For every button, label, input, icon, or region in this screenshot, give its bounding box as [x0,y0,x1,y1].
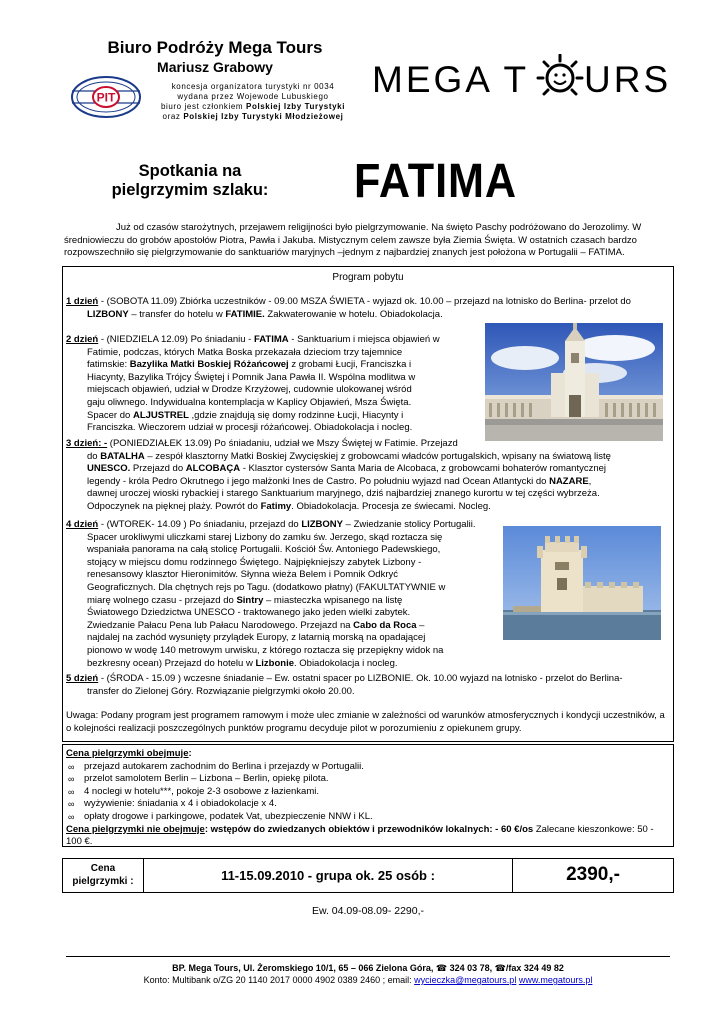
svg-text:PIT: PIT [96,90,116,105]
svg-text:URS: URS [584,59,672,100]
license-issuer: wydana przez Wojewode Lubuskiego [177,92,329,101]
list-item: ∞ przejazd autokarem zachodnim do Berlina i przejazdy w Portugalii. [68,760,364,772]
company-name: Biuro Podróży Mega Tours [107,38,323,57]
price-info: Cena pielgrzymki obejmuje: ∞ przejazd autokarem zachodnim do Berlina i przejazdy w Portugalii. ∞ przelot samolotem Berlin – Lizbona – Berlin, opiekę pilota. ∞ 4 noclegi w hotelu***, pokoje 2-3 osobowe z łazienkami. ∞ wyżywienie: śniadania x 4 i obiadokolacje x 4. ∞ opłaty drogowe i parkingowe, podatek Vat, ubezpieczenie NNW i KL. Cena pielgrzymki nie obejmuje: wstępów do zwiedzanych obiektów i przewodników lokalnych: - 60 €/os Zalecane kieszonkowe: 50 - 100 €. [66,748,666,849]
list-item: ∞ opłaty drogowe i parkingowe, podatek Vat, ubezpieczenie NNW i KL. [68,810,373,822]
page-title: FATIMA [354,155,517,208]
day-1: 1 dzień - (SOBOTA 11.09) Zbiórka uczestników - 09.00 MSZA ŚWIETA - wyjazd ok. 10.00 – przejazd na lotnisko do Berlina- przelot do LIZBONY – transfer do hotelu w FATIMIE. Zakwaterowanie w hotelu. Obiadokolacja. [66,296,631,320]
website-link[interactable]: www.megatours.pl [518,975,593,985]
membership-line-2: oraz Polskiej Izby Turystyki Młodzieżowej [162,112,344,121]
program-note: Uwaga: Podany program jest programem ramowym i może ulec zmianie w zależności od warunków atmosferycznych i kondycji uczestników, a o kolejności realizacji poszczególnych punktów programu decyduje pilot w porozumieniu z opiekunem grupy. [66,710,665,734]
day-5: 5 dzień - (ŚRODA - 15.09 ) wczesne śniadanie – Ew. ostatni spacer po LIZBONIE. Ok. 10.00 wyjazd na lotnisko - przelot do Berlina- transfer do Zielonej Góry. Rozwiązanie pielgrzymki około 20.00. [66,673,623,697]
day-3: 3 dzień: - (PONIEDZIAŁEK 13.09) Po śniadaniu, udział we Mszy Świętej w Fatimie. Przejazd do BATALHA – zespół klasztorny Matki Boskiej Zwycięskiej z grobowcami władców portugalskich, wpisany na światową listę UNESCO. Przejazd do ALCOBAÇA - Klasztor cystersów Santa Maria de Alcobaca, z grobowcami bohaterów romantycznej legendy - króla Pedro Okrutnego i jego małżonki Ines de Castro. Po południu wyjazd nad Ocean Atlantycki do NAZARE, dawnej uroczej wioski rybackiej i starego Sanktuarium maryjnego, dziś najbardziej znanego kurortu w tej części wybrzeża. Odpoczynek na pięknej plaży. Powrót do Fatimy. Obiadokolacja. Procesja ze świecami. Nocleg. [66,438,611,512]
owner-name: Mariusz Grabowy [157,59,273,75]
fatima-sanctuary-photo [485,323,663,441]
day-2: 2 dzień - (NIEDZIELA 12.09) Po śniadaniu - FATIMA - Sanktuarium i miejsca objawień w Fatimie, podczas, których Matka Boska przekazała dzieciom trzy tajemnice fatimskie: Bazylika Matki Boskiej Różańcowej z grobami Łucji, Franciszka i Hiacynty, Bazylika Trójcy Świętej i Pomnik Jana Pawła II. Wspólna modlitwa w miejscach objawień, udział w Drodze Krzyżowej, cudownie ulokowanej wśród gaju oliwnego. Indywidualna kontemplacja w Kaplicy Objawień, Msza Święta. Spacer do ALJUSTREL ,gdzie znajdują się domy rodzinne Łucji, Hiacynty i Franciszka. Wieczorem udział w procesji różańcowej. Obiadokolacja i nocleg. [66,334,440,434]
sun-icon [538,55,582,94]
email-link[interactable]: wycieczka@megatours.pl [414,975,517,985]
day-4: 4 dzień - (WTOREK- 14.09 ) Po śniadaniu, przejazd do LIZBONY – Zwiedzanie stolicy Portugalii. Spacer urokliwymi uliczkami starej Lizbony do zamku św. Jerzego, skąd roztacza się wspaniała panorama na całą stolicę Portugalii. Kościół Św. Antoniego Padewskiego, stojący w miejscu domu rodzinnego Świętego. Najpiękniejszy zabytek Lizbony - renesansowy klasztor Hieronimitów. Słynna wieża Belem i Pomnik Odkryć Geograficznych. Dla chętnych rejs po Tagu. (dodatkowo płatny) (FAKULTATYWNIE w miarę wolnego czasu - przejazd do Sintry – miasteczka wpisanego na listę Światowego Dziedzictwa UNESCO - traktowanego jako jeden wielki zabytek. Zwiedzanie Pałacu Pena lub Pałacu Narodowego. Przejazd na Cabo da Roca – najdalej na zachód wysunięty przylądek Europy, z latarnią morską na opadającej pionowo w wodę 140 metrowym urwisku, z którego roztacza się przepiękny widok na bezkresny ocean) Przejazd do hotelu w Lizbonie. Obiadokolacja i nocleg. [66,519,476,669]
belem-tower-photo [503,526,661,640]
pit-logo [70,74,142,120]
subtitle: Spotkania na pielgrzymim szlaku: [111,162,269,199]
intro-paragraph: Już od czasów starożytnych, przejawem religijności było pielgrzymowanie. Na święto Paschy podróżowano do Jerozolimy. W średniowieczu do grobów apostołów Piotra, Pawła i Jakuba. Mistycznym celem zawsze była Ziemia Święta. W ostatnich czasach bardzo rozpowszechniło się pielgrzymowanie do sanktuariów maryjnych –jednym z najbardziej znanych jest położona w Portugalii – FATIMA. [64,222,642,258]
license-line: koncesja organizatora turystyki nr 0034 [171,82,335,91]
footer-contact: Konto: Multibank o/ZG 20 1140 2017 0000 4902 0389 2460 ; email: wycieczka@megatours.pl www.megatours.pl [143,975,593,985]
list-item: ∞ wyżywienie: śniadania x 4 i obiadokolacje x 4. [68,798,277,810]
price-label: Cena pielgrzymki : [72,863,134,887]
trip-price: 2390,- [566,864,620,885]
mega-tours-logo [372,54,677,102]
trip-dates: 11-15.09.2010 - grupa ok. 25 osób : [221,868,435,883]
svg-text:MEGA T: MEGA T [372,59,530,100]
membership-line: biuro jest członkiem Polskiej Izby Turystyki [160,102,346,111]
list-item: ∞ 4 noclegi w hotelu***, pokoje 2-3 osobowe z łazienkami. [68,785,319,797]
list-item: ∞ przelot samolotem Berlin – Lizbona – Berlin, opiekę pilota. [68,773,329,785]
price-table [62,858,674,893]
footer-divider [66,956,670,957]
program-title: Program pobytu [332,272,404,283]
alternative-date: Ew. 04.09-08.09- 2290,- [311,905,425,917]
price-excludes: Cena pielgrzymki nie obejmuje: wstępów do zwiedzanych obiektów i przewodników lokalnych: - 60 €/os Zalecane kieszonkowe: 50 - 100 €. [66,823,654,848]
footer-address: BP. Mega Tours, Ul. Żeromskiego 10/1, 65 – 066 Zielona Góra, ☎ 324 03 78, ☎/fax 324 49 82 [172,963,564,973]
